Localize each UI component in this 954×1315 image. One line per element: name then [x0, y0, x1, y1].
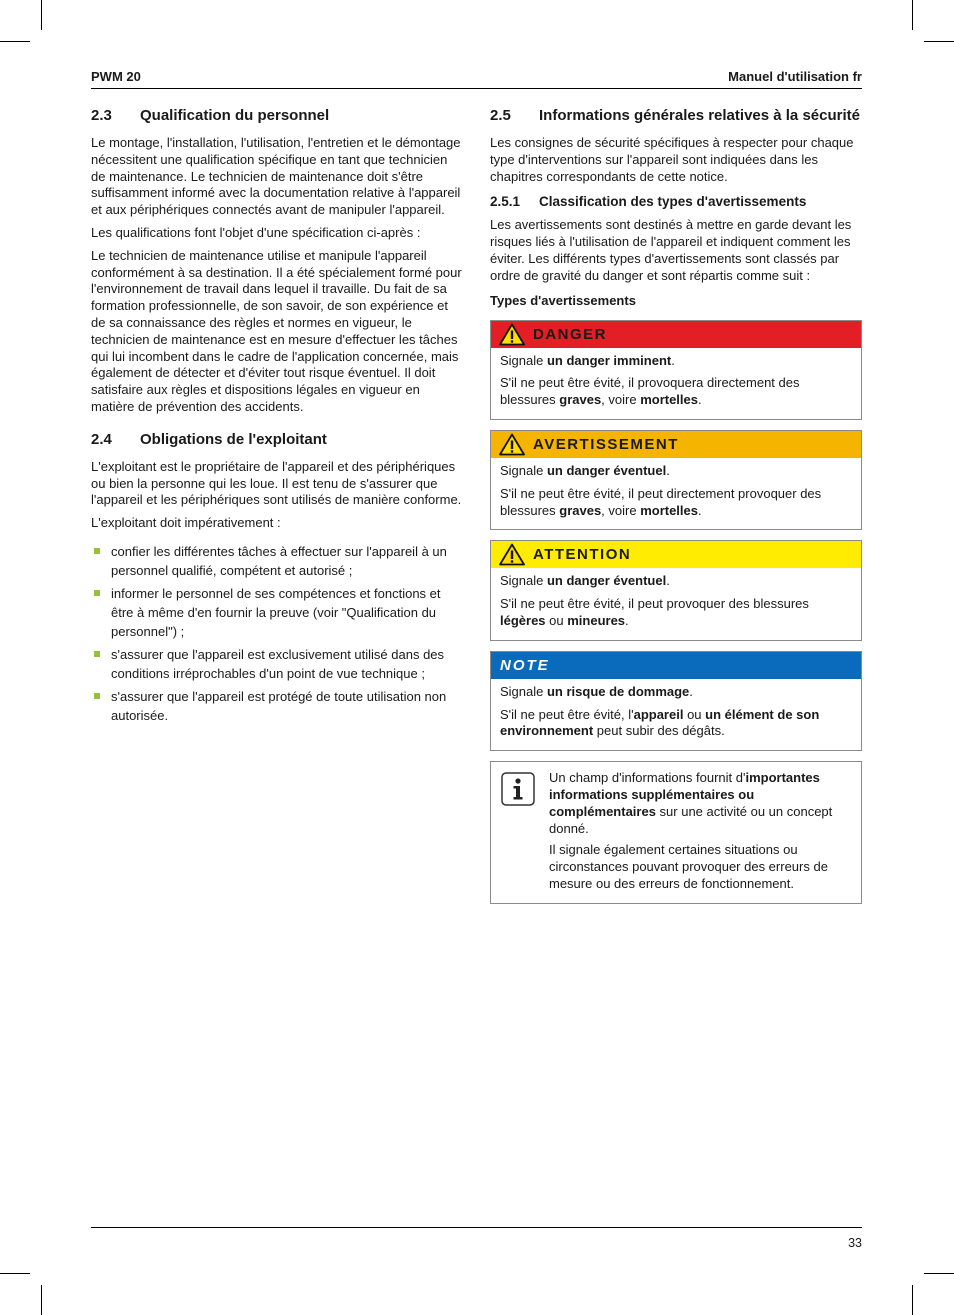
danger-bar — [491, 321, 861, 348]
paragraph: L'exploitant est le propriétaire de l'appareil et des périphériques ou bien la personne qui les loue. Il est tenu de s'assurer que l'appareil et les périphériques sont utilisés de manière conforme. — [91, 458, 462, 508]
paragraph: L'exploitant doit impérativement : — [91, 515, 281, 531]
page-footer — [91, 1227, 862, 1250]
crop-mark — [912, 0, 913, 30]
right-column — [490, 106, 862, 904]
attention-bar — [491, 541, 861, 568]
paragraph: Le montage, l'installation, l'utilisation, l'entretien et le démontage nécessitent une qualification spécifique en tant que technicien de maintenance. Le technicien de maintenance doit s'être suffisamment informé avec la documentation relative à l'appareil et aux périphériques connectés avant de manipuler l'appareil. — [91, 135, 461, 218]
attention-box — [490, 540, 862, 640]
crop-mark — [924, 1273, 954, 1274]
section-heading-2-3: 2.3 Qualification du personnel — [91, 107, 330, 124]
warning-triangle-icon — [499, 543, 525, 566]
section-heading-2-5-1: 2.5.1 Classification des types d'avertissements — [490, 194, 807, 210]
crop-mark — [41, 1285, 42, 1315]
warning-types-label: Types d'avertissements — [490, 292, 636, 308]
header-manual-title: Manuel d'utilisation fr — [728, 69, 862, 84]
note-box — [490, 651, 862, 751]
danger-box — [490, 320, 862, 420]
warning-body: Signale un danger éventuel. S'il ne peut être évité, il peut directement provoquer des blessures graves, voire mortelles. — [500, 462, 822, 518]
section-heading-2-5: 2.5 Informations générales relatives à la sécurité — [490, 107, 860, 124]
list-item: s'assurer que l'appareil est exclusivement utilisé dans des conditions irréprochables d'un point de vue technique ; — [91, 645, 464, 683]
obligations-list — [91, 542, 464, 725]
danger-body: Signale un danger imminent. S'il ne peut être évité, il provoquera directement des blessures graves, voire mortelles. — [500, 352, 800, 408]
info-box: Un champ d'informations fournit d'importantes informations supplémentaires ou complémentaires sur une activité ou un concept donné. Il signale également certaines situations ou circonstances pouvant provoquer des erreurs de mesure ou des erreurs de fonctionnement. — [490, 761, 862, 904]
danger-title: DANGER — [533, 325, 608, 343]
paragraph: Les qualifications font l'objet d'une spécification ci-après : — [91, 224, 421, 240]
header-product: PWM 20 — [91, 69, 141, 84]
list-item: s'assurer que l'appareil est protégé de toute utilisation non autorisée. — [91, 687, 464, 725]
list-item: informer le personnel de ses compétences et fonctions et être à même d'en fournir la preuve (voir "Qualification du personnel") ; — [91, 584, 464, 641]
note-bar — [491, 652, 861, 679]
crop-mark — [0, 1273, 30, 1274]
left-column — [91, 106, 464, 729]
paragraph: Les consignes de sécurité spécifiques à respecter pour chaque type d'interventions sur l'appareil sont indiquées dans les chapitres correspondants de cette notice. — [490, 135, 854, 184]
note-title: NOTE — [500, 656, 550, 674]
bullet-square-icon — [94, 693, 100, 699]
crop-mark — [0, 41, 30, 42]
bullet-square-icon — [94, 590, 100, 596]
paragraph: Les avertissements sont destinés à mettre en garde devant les risques liés à l'utilisation de l'appareil et indiquent comment les éviter. Les différents types d'avertissements sont classés par ordre de gravité du danger et sont répartis comme suit : — [490, 217, 852, 283]
warning-triangle-icon — [499, 433, 525, 456]
list-item: confier les différentes tâches à effectuer sur l'appareil à un personnel qualifié, compétent et autorisé ; — [91, 542, 464, 580]
attention-body: Signale un danger éventuel. S'il ne peut être évité, il peut provoquer des blessures légères ou mineures. — [500, 573, 809, 628]
paragraph: Le technicien de maintenance utilise et manipule l'appareil conformément à sa destination. Il a été spécialement formé pour l'environnement de travail dans lequel il travaille. Du fait de sa formation professionnelle, de son savoir, de son expérience et de sa connaissance des règles et normes en vigueur, le technicien de maintenance est en mesure d'effectuer les tâches qui lui incombent dans le cadre de l'application concernée, mais également de détecter et d'éviter tout risque éventuel. Il doit satisfaire aux règles et dispositions légales en vigueur en matière de prévention des accidents. — [91, 247, 462, 414]
warning-box — [490, 430, 862, 530]
warning-bar — [491, 431, 861, 458]
warning-title: AVERTISSEMENT — [533, 435, 679, 453]
note-body: Signale un risque de dommage. S'il ne peut être évité, l'appareil ou un élément de son environnement peut subir des dégâts. — [500, 683, 820, 739]
section-heading-2-4: 2.4 Obligations de l'exploitant — [91, 430, 327, 448]
crop-mark — [924, 41, 954, 42]
attention-title: ATTENTION — [533, 546, 632, 564]
bullet-square-icon — [94, 548, 100, 554]
bullet-square-icon — [94, 651, 100, 657]
page-number: 33 — [848, 1236, 862, 1250]
page-header — [91, 68, 862, 89]
info-icon — [501, 772, 535, 806]
crop-mark — [41, 0, 42, 30]
warning-triangle-icon — [499, 323, 525, 346]
crop-mark — [912, 1285, 913, 1315]
